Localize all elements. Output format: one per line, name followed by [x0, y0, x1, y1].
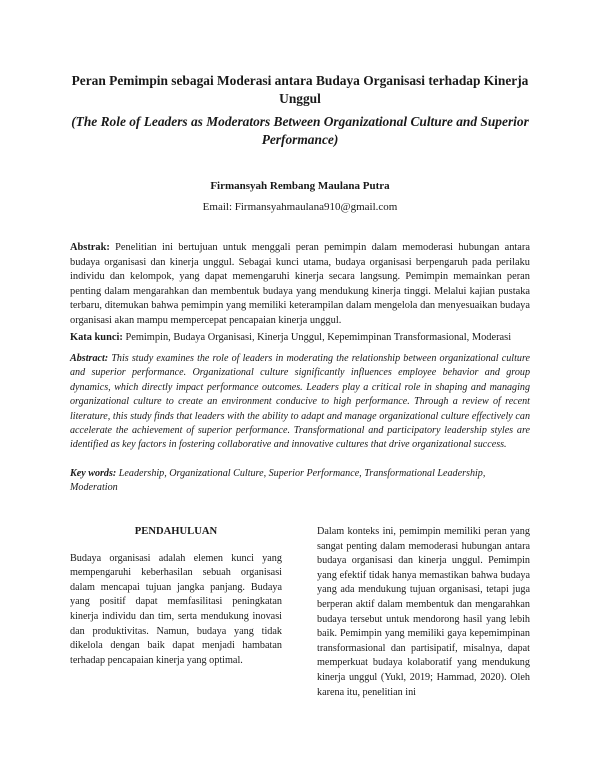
abstrak-block — [70, 241, 530, 329]
abstract-text: This study examines the role of leaders in moderating the relationship between organizational culture and superior performance. Organizational culture significantly influences employee behavior and group dynamics, which directly impact performance outcomes. Leaders play a critical role in shaping and managing organizational culture to create an environment conducive to high performance. Through a review of recent literature, this study finds that leaders with the ability to adapt and manage organizational culture effectively can accelerate the achievement of superior performance. Transformational and participatory leadership styles are identified as key factors in fostering collaborative and innovative cultures that drive organizational success. — [70, 353, 530, 451]
context-paragraph: Dalam konteks ini, pemimpin memiliki peran yang sangat penting dalam memoderasi hubungan antara budaya organisasi dan kinerja unggul. Pemimpin yang efektif tidak hanya memastikan bahwa budaya yang ada mendukung tujuan organisasi, tetapi juga berperan aktif dalam membentuk dan mengarahkan budaya tersebut untuk mendorong hasil yang lebih baik. Pemimpin yang memiliki gaya kepemimpinan transformasional dan partisipatif, misalnya, dapat memperkuat budaya kolaboratif yang mendukung kinerja unggul (Yukl, 2019; Hammad, 2020). Oleh karena itu, penelitian ini — [317, 526, 530, 698]
kata-kunci-text: Pemimpin, Budaya Organisasi, Kinerja Unggul, Kepemimpinan Transformasional, Moderasi — [125, 332, 512, 343]
key-words-label: Key words: — [70, 468, 117, 479]
right-column — [317, 525, 530, 700]
paper-title-english: (The Role of Leaders as Moderators Between Organizational Culture and Superior Performance) — [71, 114, 529, 147]
section-heading: PENDAHULUAN — [134, 526, 218, 537]
key-words-text: Leadership, Organizational Culture, Superior Performance, Transformational Leadership, Moderation — [70, 468, 486, 494]
paper-title: Peran Pemimpin sebagai Moderasi antara Budaya Organisasi terhadap Kinerja Unggul — [71, 73, 529, 106]
kata-kunci-label: Kata kunci: — [70, 332, 123, 343]
abstract-label: Abstract: — [70, 353, 109, 364]
author-name: Firmansyah Rembang Maulana Putra — [210, 180, 390, 192]
abstrak-label: Abstrak: — [70, 242, 110, 253]
abstract-block — [70, 352, 530, 453]
kata-kunci-block — [70, 331, 540, 346]
key-words-block — [70, 467, 530, 496]
author-email: Email: Firmansyahmaulana910@gmail.com — [202, 201, 398, 213]
abstrak-text: Penelitian ini bertujuan untuk menggali peran pemimpin dalam memoderasi hubungan antara budaya organisasi dan kinerja unggul. Sebagai kunci utama, budaya organisasi berpengaruh pada perilaku individu dan kelompok, yang dapat memengaruhi kinerja secara langsung. Pemimpin memainkan peran penting dalam mengarahkan dan membentuk budaya yang mendukung kinerja tinggi. Melalui kajian pustaka terbaru, ditemukan bahwa pemimpin yang memiliki keterampilan dalam mengelola dan menyesuaikan budaya organisasi akan mampu mempercepat pencapaian kinerja unggul. — [70, 242, 530, 326]
left-column — [70, 525, 282, 668]
intro-paragraph: Budaya organisasi adalah elemen kunci yang mempengaruhi keberhasilan sebuah organisasi dalam mencapai tujuan jangka panjang. Budaya yang positif dapat memfasilitasi peningkatan kinerja individu dan tim, serta mendukung inovasi dan produktivitas. Namun, budaya yang tidak dikelola dengan baik dapat menjadi hambatan terhadap pencapaian kinerja yang optimal. — [70, 552, 282, 666]
